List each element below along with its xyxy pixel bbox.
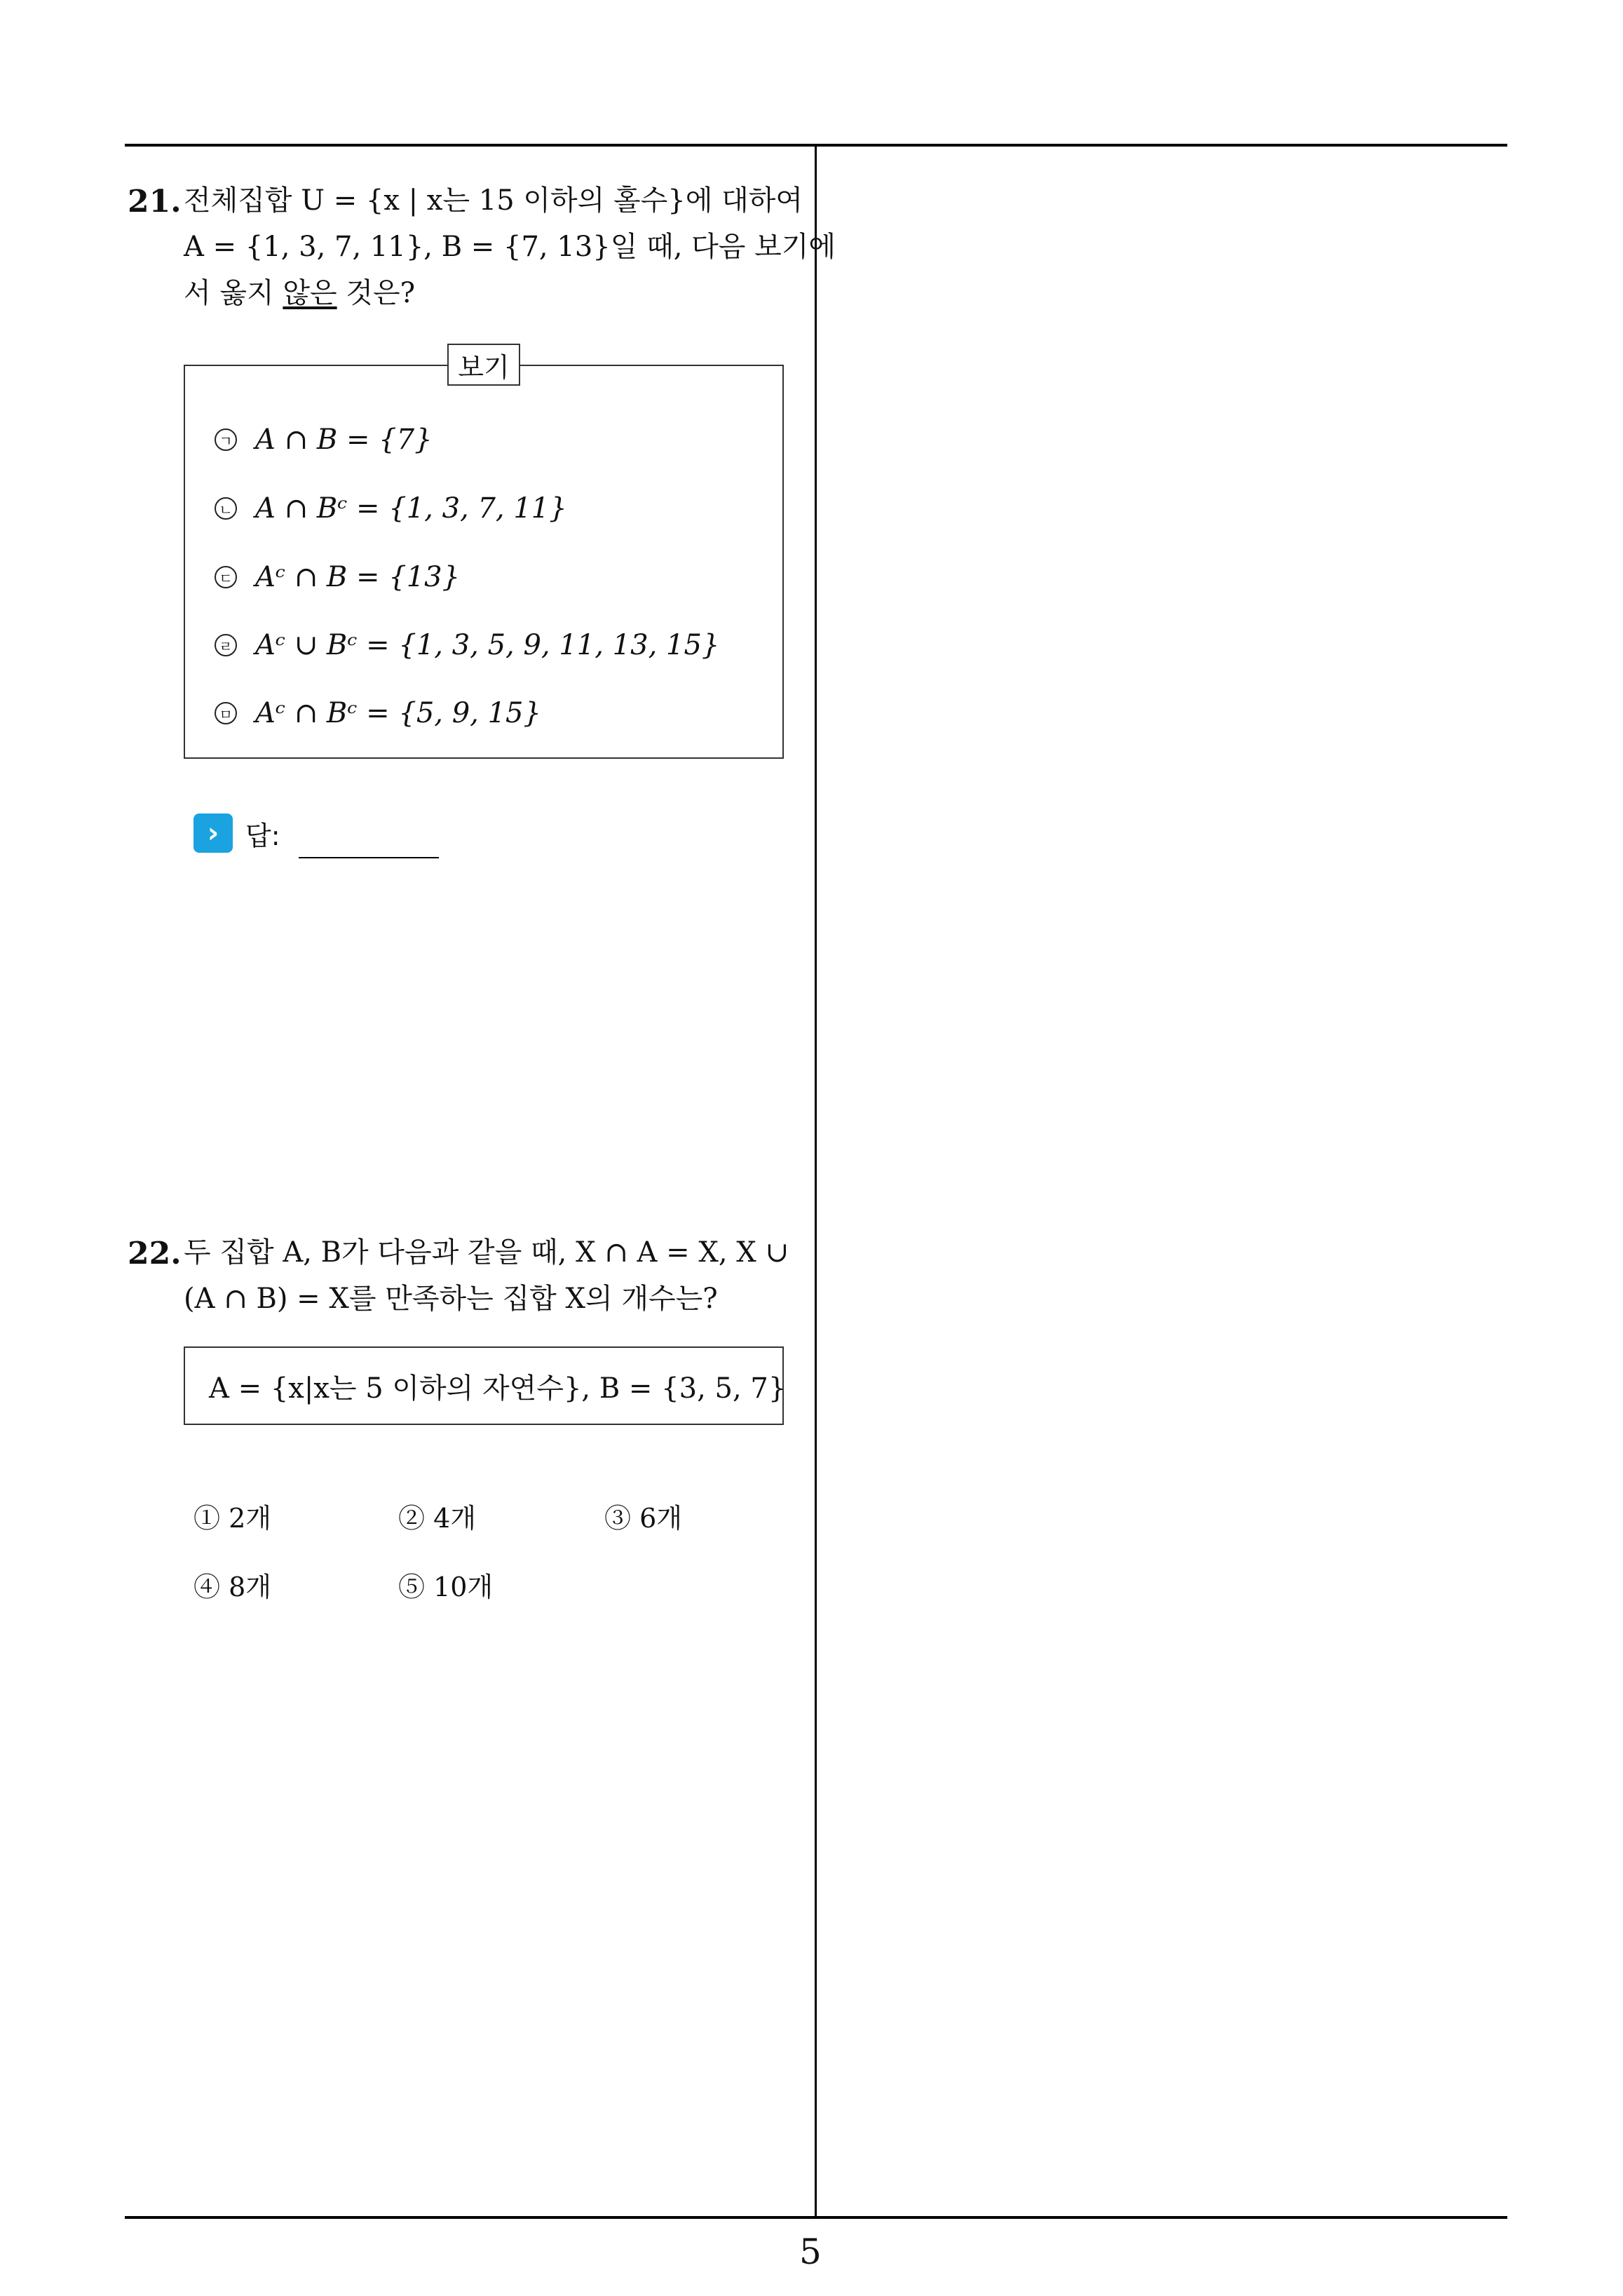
option-text: Aᶜ ∩ B = {13} — [255, 561, 461, 593]
option-text: Aᶜ ∩ Bᶜ = {5, 9, 15} — [255, 697, 541, 729]
question-22-line-1: 두 집합 A, B가 다음과 같을 때, X ∩ A = X, X ∪ — [184, 1236, 789, 1269]
answer-label: 답: — [245, 820, 280, 851]
question-21-line-1: 전체집합 U = {x | x는 15 이하의 홀수}에 대하여 — [184, 184, 803, 217]
bogi-option-5 — [215, 697, 541, 729]
condition-text: A = {x|x는 5 이하의 자연수}, B = {3, 5, 7} — [209, 1372, 787, 1405]
question-21-line-2: A = {1, 3, 7, 11}, B = {7, 13}일 때, 다음 보기에 — [184, 231, 836, 263]
bogi-option-2 — [215, 492, 567, 525]
question-22-number: 22. — [128, 1236, 182, 1271]
option-marker: ㄱ — [215, 428, 237, 451]
option-text: Aᶜ ∪ Bᶜ = {1, 3, 5, 9, 11, 13, 15} — [255, 629, 720, 661]
page-number: 5 — [799, 2231, 822, 2272]
option-marker: ㄴ — [215, 497, 237, 520]
question-21-number: 21. — [128, 184, 182, 220]
option-marker: ㅁ — [215, 702, 237, 724]
question-21-line-3-prefix: 서 옳지 — [184, 277, 283, 309]
choice-4[interactable]: ④ 8개 — [193, 1572, 271, 1602]
condition-box — [184, 1346, 787, 1425]
arrow-right-icon: › — [193, 813, 233, 853]
column-divider — [815, 144, 817, 2218]
question-22-line-2: (A ∩ B) = X를 만족하는 집합 X의 개수는? — [184, 1283, 718, 1315]
choice-2[interactable]: ② 4개 — [398, 1503, 476, 1534]
bottom-rule — [125, 2216, 1507, 2219]
question-21-underlined-word: 않은 — [283, 277, 337, 309]
option-text: A ∩ Bᶜ = {1, 3, 7, 11} — [255, 492, 567, 525]
bogi-option-4 — [215, 629, 719, 661]
question-21-line-3 — [184, 279, 415, 307]
option-text: A ∩ B = {7} — [255, 424, 433, 456]
choice-3[interactable]: ③ 6개 — [604, 1503, 682, 1534]
choice-1[interactable]: ① 2개 — [193, 1503, 271, 1534]
bogi-option-1 — [215, 424, 433, 456]
bogi-title: 보기 — [447, 344, 520, 386]
option-marker: ㄷ — [215, 566, 237, 588]
choice-5[interactable]: ⑤ 10개 — [398, 1572, 494, 1602]
answer-blank-line[interactable] — [299, 857, 439, 858]
option-marker: ㄹ — [215, 634, 237, 656]
answer-row — [193, 813, 280, 853]
bogi-option-3 — [215, 561, 460, 593]
question-21-line-3-suffix: 것은? — [337, 277, 416, 309]
